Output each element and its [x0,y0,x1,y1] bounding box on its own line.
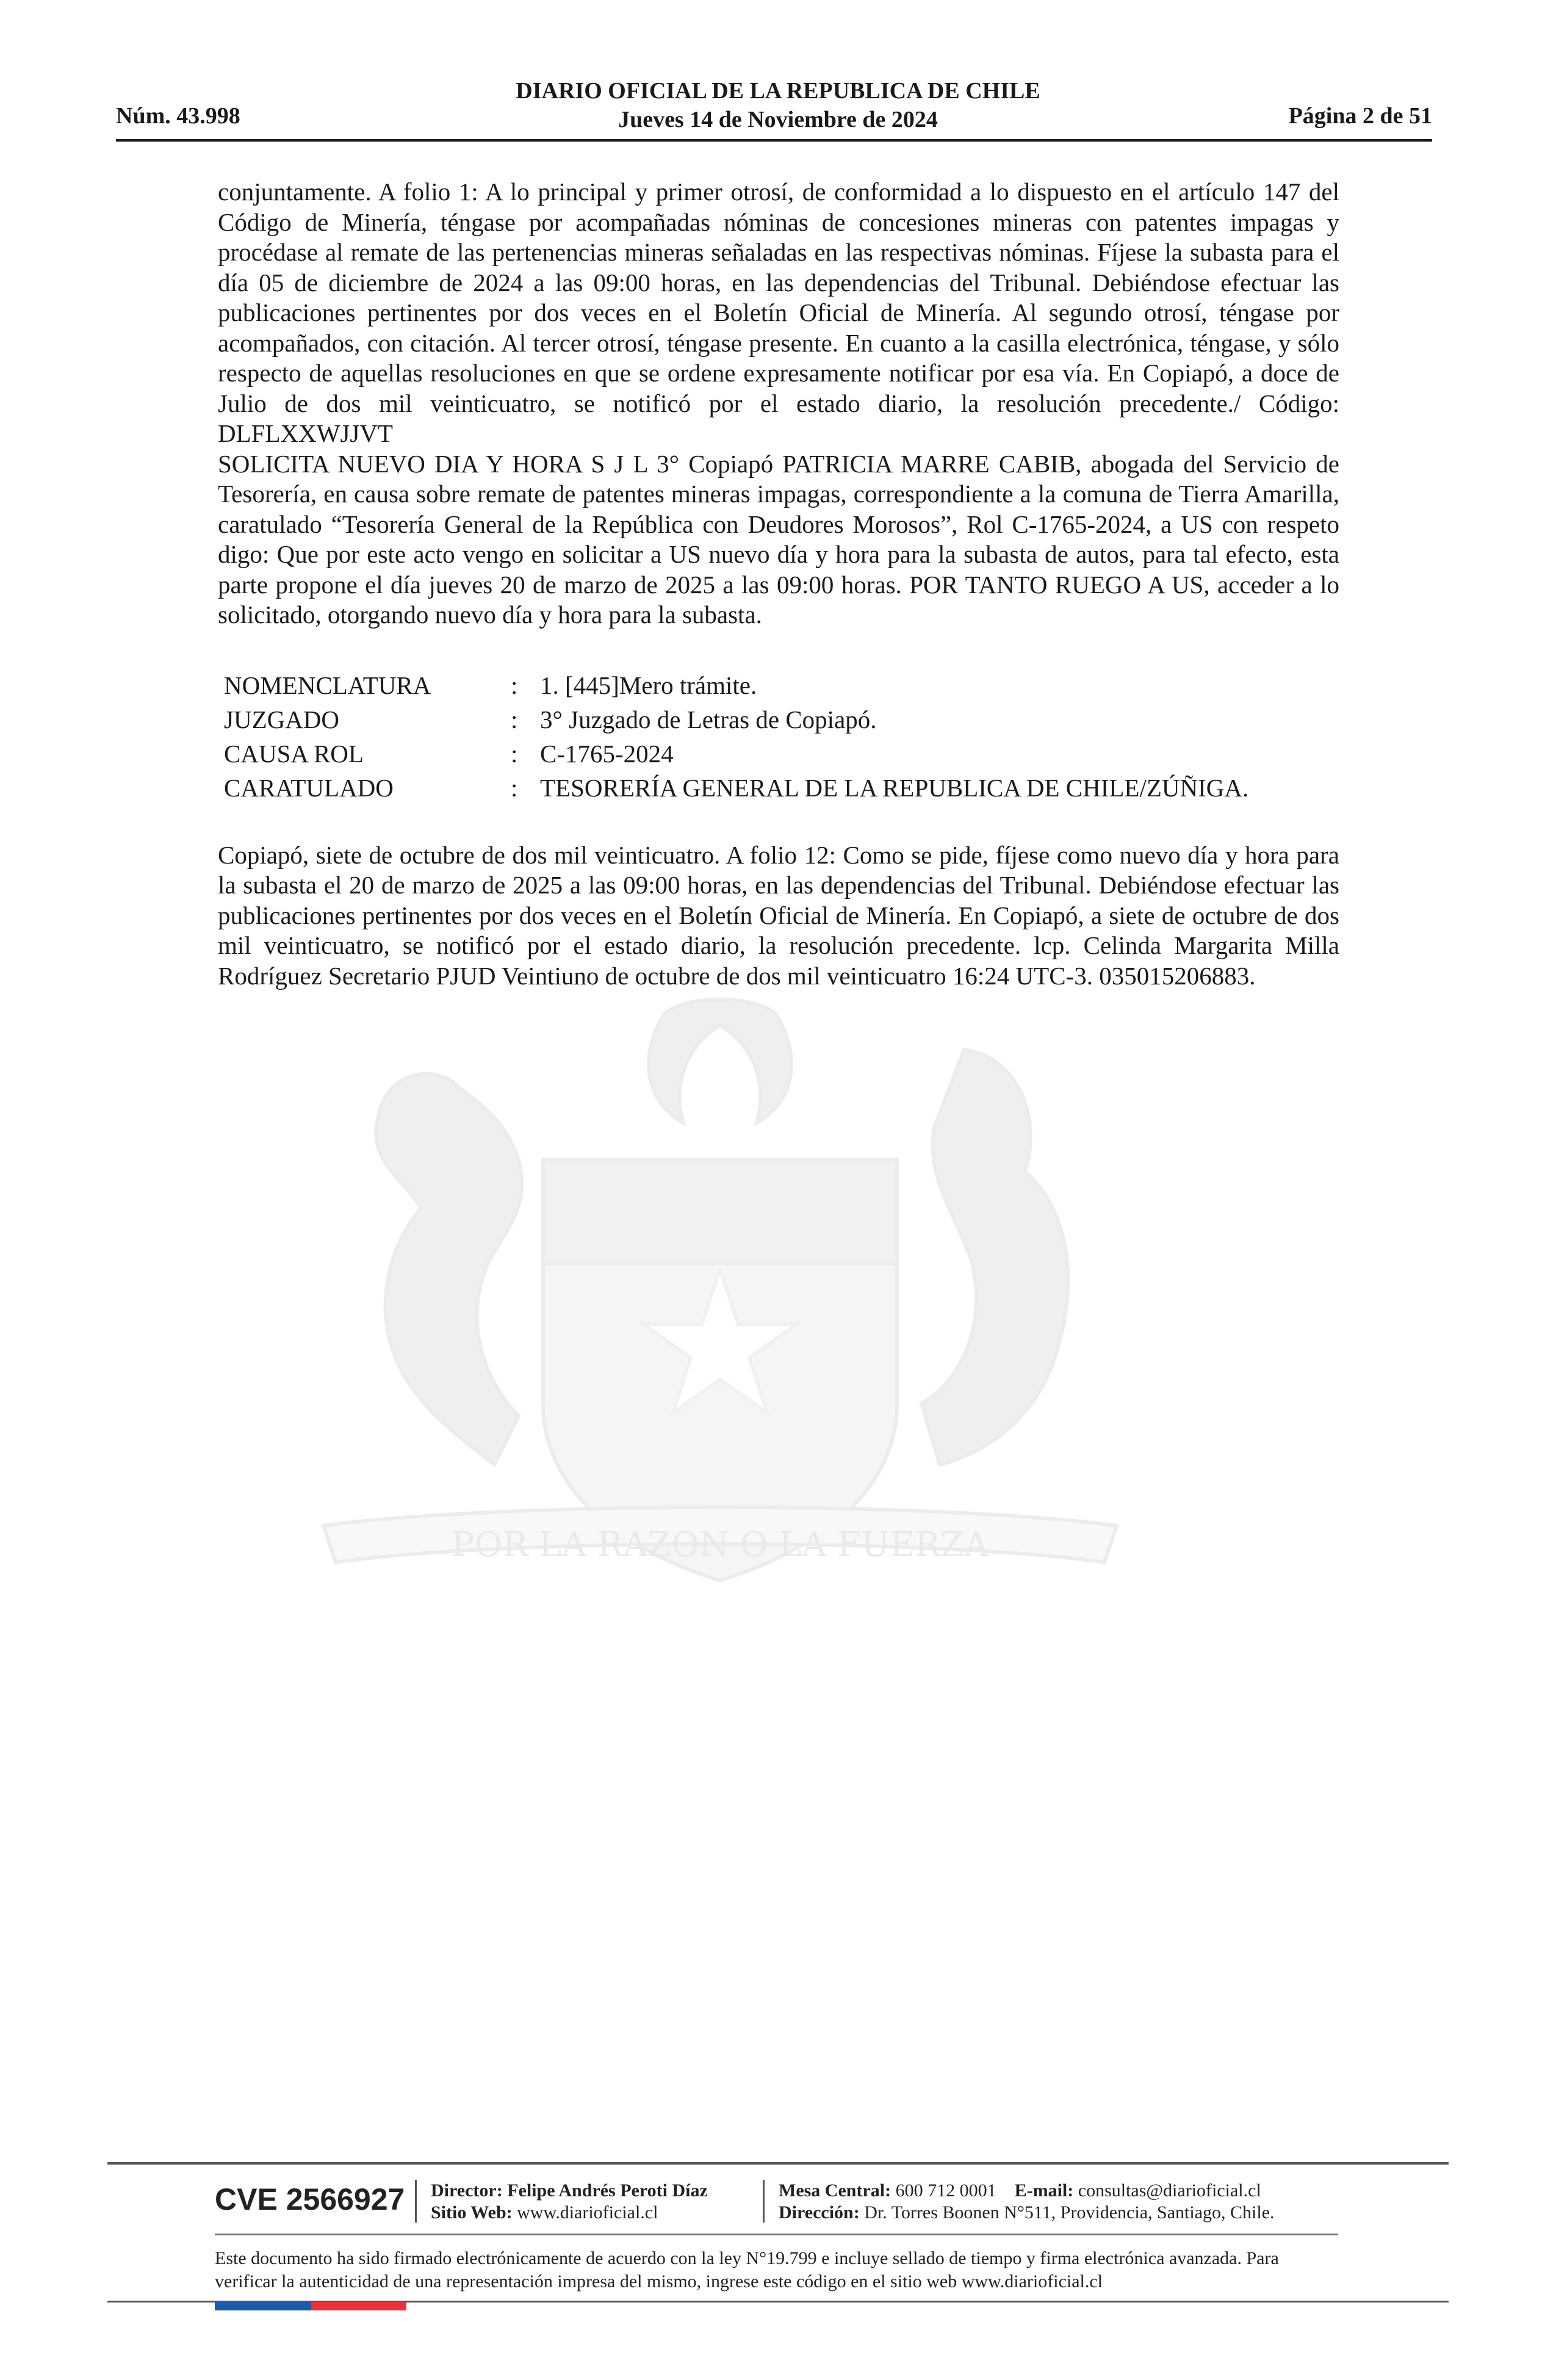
table-row [224,737,1248,771]
director-label: Director: [431,2180,503,2201]
row-label: CAUSA ROL [224,739,364,768]
web-link[interactable]: www.diarioficial.cl [517,2202,658,2223]
footer-divider-top [107,2162,1449,2165]
phone-label: Mesa Central: [779,2180,891,2201]
paragraph-resolution: conjuntamente. A folio 1: A lo principal y primer otrosí, de conformidad a lo dispuesto en el artículo 147 del Código de Minería, téngase por acompañadas nóminas de concesiones mineras con patentes impagas y procédase al remate de las pertenencias mineras señaladas en las respectivas nóminas. Fíjese la subasta para el día 05 de diciembre de 2024 a las 09:00 horas, en las dependencias del Tribunal. Debiéndose efectuar las publicaciones pertinentes por dos veces en el Boletín Oficial de Minería. Al segundo otrosí, téngase por acompañados, con citación. Al tercer otrosí, téngase presente. En cuanto a la casilla electrónica, téngase, y sólo respecto de aquellas resoluciones en que se ordene expresamente notificar por esa vía. En Copiapó, a doce de Julio de dos mil veinticuatro, se notificó por el estado diario, la resolución precedente./ Código: DLFLXXWJJVT [218,178,1339,447]
footer-separator [415,2180,417,2223]
table-row [224,668,1248,702]
row-label: JUZGADO [224,705,340,734]
motto-text: POR LA RAZON O LA FUERZA [451,1525,989,1565]
director-name: Felipe Andrés Peroti Díaz [507,2180,708,2201]
case-details-table [224,668,1248,805]
table-row [224,771,1248,805]
table-row [224,702,1248,737]
publication-date: Jueves 14 de Noviembre de 2024 [618,107,938,132]
footer-divider-middle [215,2234,1338,2235]
row-label: NOMENCLATURA [224,671,431,699]
paragraph-new-date: Copiapó, siete de octubre de dos mil veinticuatro. A folio 12: Como se pide, fíjese como nuevo día y hora para la subasta el 20 de marzo de 2025 a las 09:00 horas, en las dependencias del Tribunal. Debiéndose efectuar las publicaciones pertinentes por dos veces en el Boletín Oficial de Minería. En Copiapó, a siete de octubre de dos mil veinticuatro, se notificó por el estado diario, la resolución precedente. lcp. Celinda Margarita Milla Rodríguez Secretario PJUD Veintiuno de octubre de dos mil veinticuatro 16:24 UTC-3. 035015206883. [218,840,1339,990]
row-label: CARATULADO [224,773,394,802]
footer-director-block [431,2180,708,2224]
footer-separator [763,2180,765,2223]
web-label: Sitio Web: [431,2202,513,2223]
footer-contact-block [779,2180,1275,2224]
email-link[interactable]: consultas@diarioficial.cl [1078,2180,1261,2201]
page-indicator: Página 2 de 51 [1288,103,1432,129]
address-value: Dr. Torres Boonen N°511, Providencia, Santiago, Chile. [864,2202,1275,2223]
document-body [218,177,1339,991]
row-separator: : [511,671,518,699]
publication-title: DIARIO OFICIAL DE LA REPUBLICA DE CHILE [516,78,1040,104]
issue-number: Núm. 43.998 [116,103,240,129]
row-value: 1. [445]Mero trámite. [540,671,757,699]
cve-code: CVE 2566927 [215,2182,405,2216]
chile-coat-of-arms-icon [201,976,1239,1648]
email-label: E-mail: [1014,2180,1074,2201]
row-separator: : [511,705,518,734]
row-separator: : [511,773,518,802]
phone-value: 600 712 0001 [895,2180,996,2201]
address-label: Dirección: [779,2202,860,2223]
flag-bar-blue [215,2302,311,2310]
paragraph-request: SOLICITA NUEVO DIA Y HORA S J L 3° Copiapó PATRICIA MARRE CABIB, abogada del Servicio de Tesorería, en causa sobre remate de patentes mineras impagas, correspondiente a la comuna de Tierra Amarilla, caratulado “Tesorería General de la República con Deudores Morosos”, Rol C-1765-2024, a US con respeto digo: Que por este acto vengo en solicitar a US nuevo día y hora para la subasta de autos, para tal efecto, esta parte propone el día jueves 20 de marzo de 2025 a las 09:00 horas. POR TANTO RUEGO A US, acceder a lo solicitado, otorgando nuevo día y hora para la subasta. [218,449,1339,629]
header-divider [116,139,1432,142]
flag-bar-red [311,2302,406,2310]
row-value: 3° Juzgado de Letras de Copiapó. [540,705,877,734]
row-value: C-1765-2024 [540,739,674,768]
row-separator: : [511,739,518,768]
signature-note: Este documento ha sido firmado electrónicamente de acuerdo con la ley N°19.799 e incluye sellado de tiempo y firma electrónica avanzada. Para verificar la autenticidad de una representación impresa del mismo, ingrese este código en el sitio web www.diarioficial.cl [215,2248,1279,2292]
row-value: TESORERÍA GENERAL DE LA REPUBLICA DE CHILE/ZÚÑIGA. [540,773,1249,802]
